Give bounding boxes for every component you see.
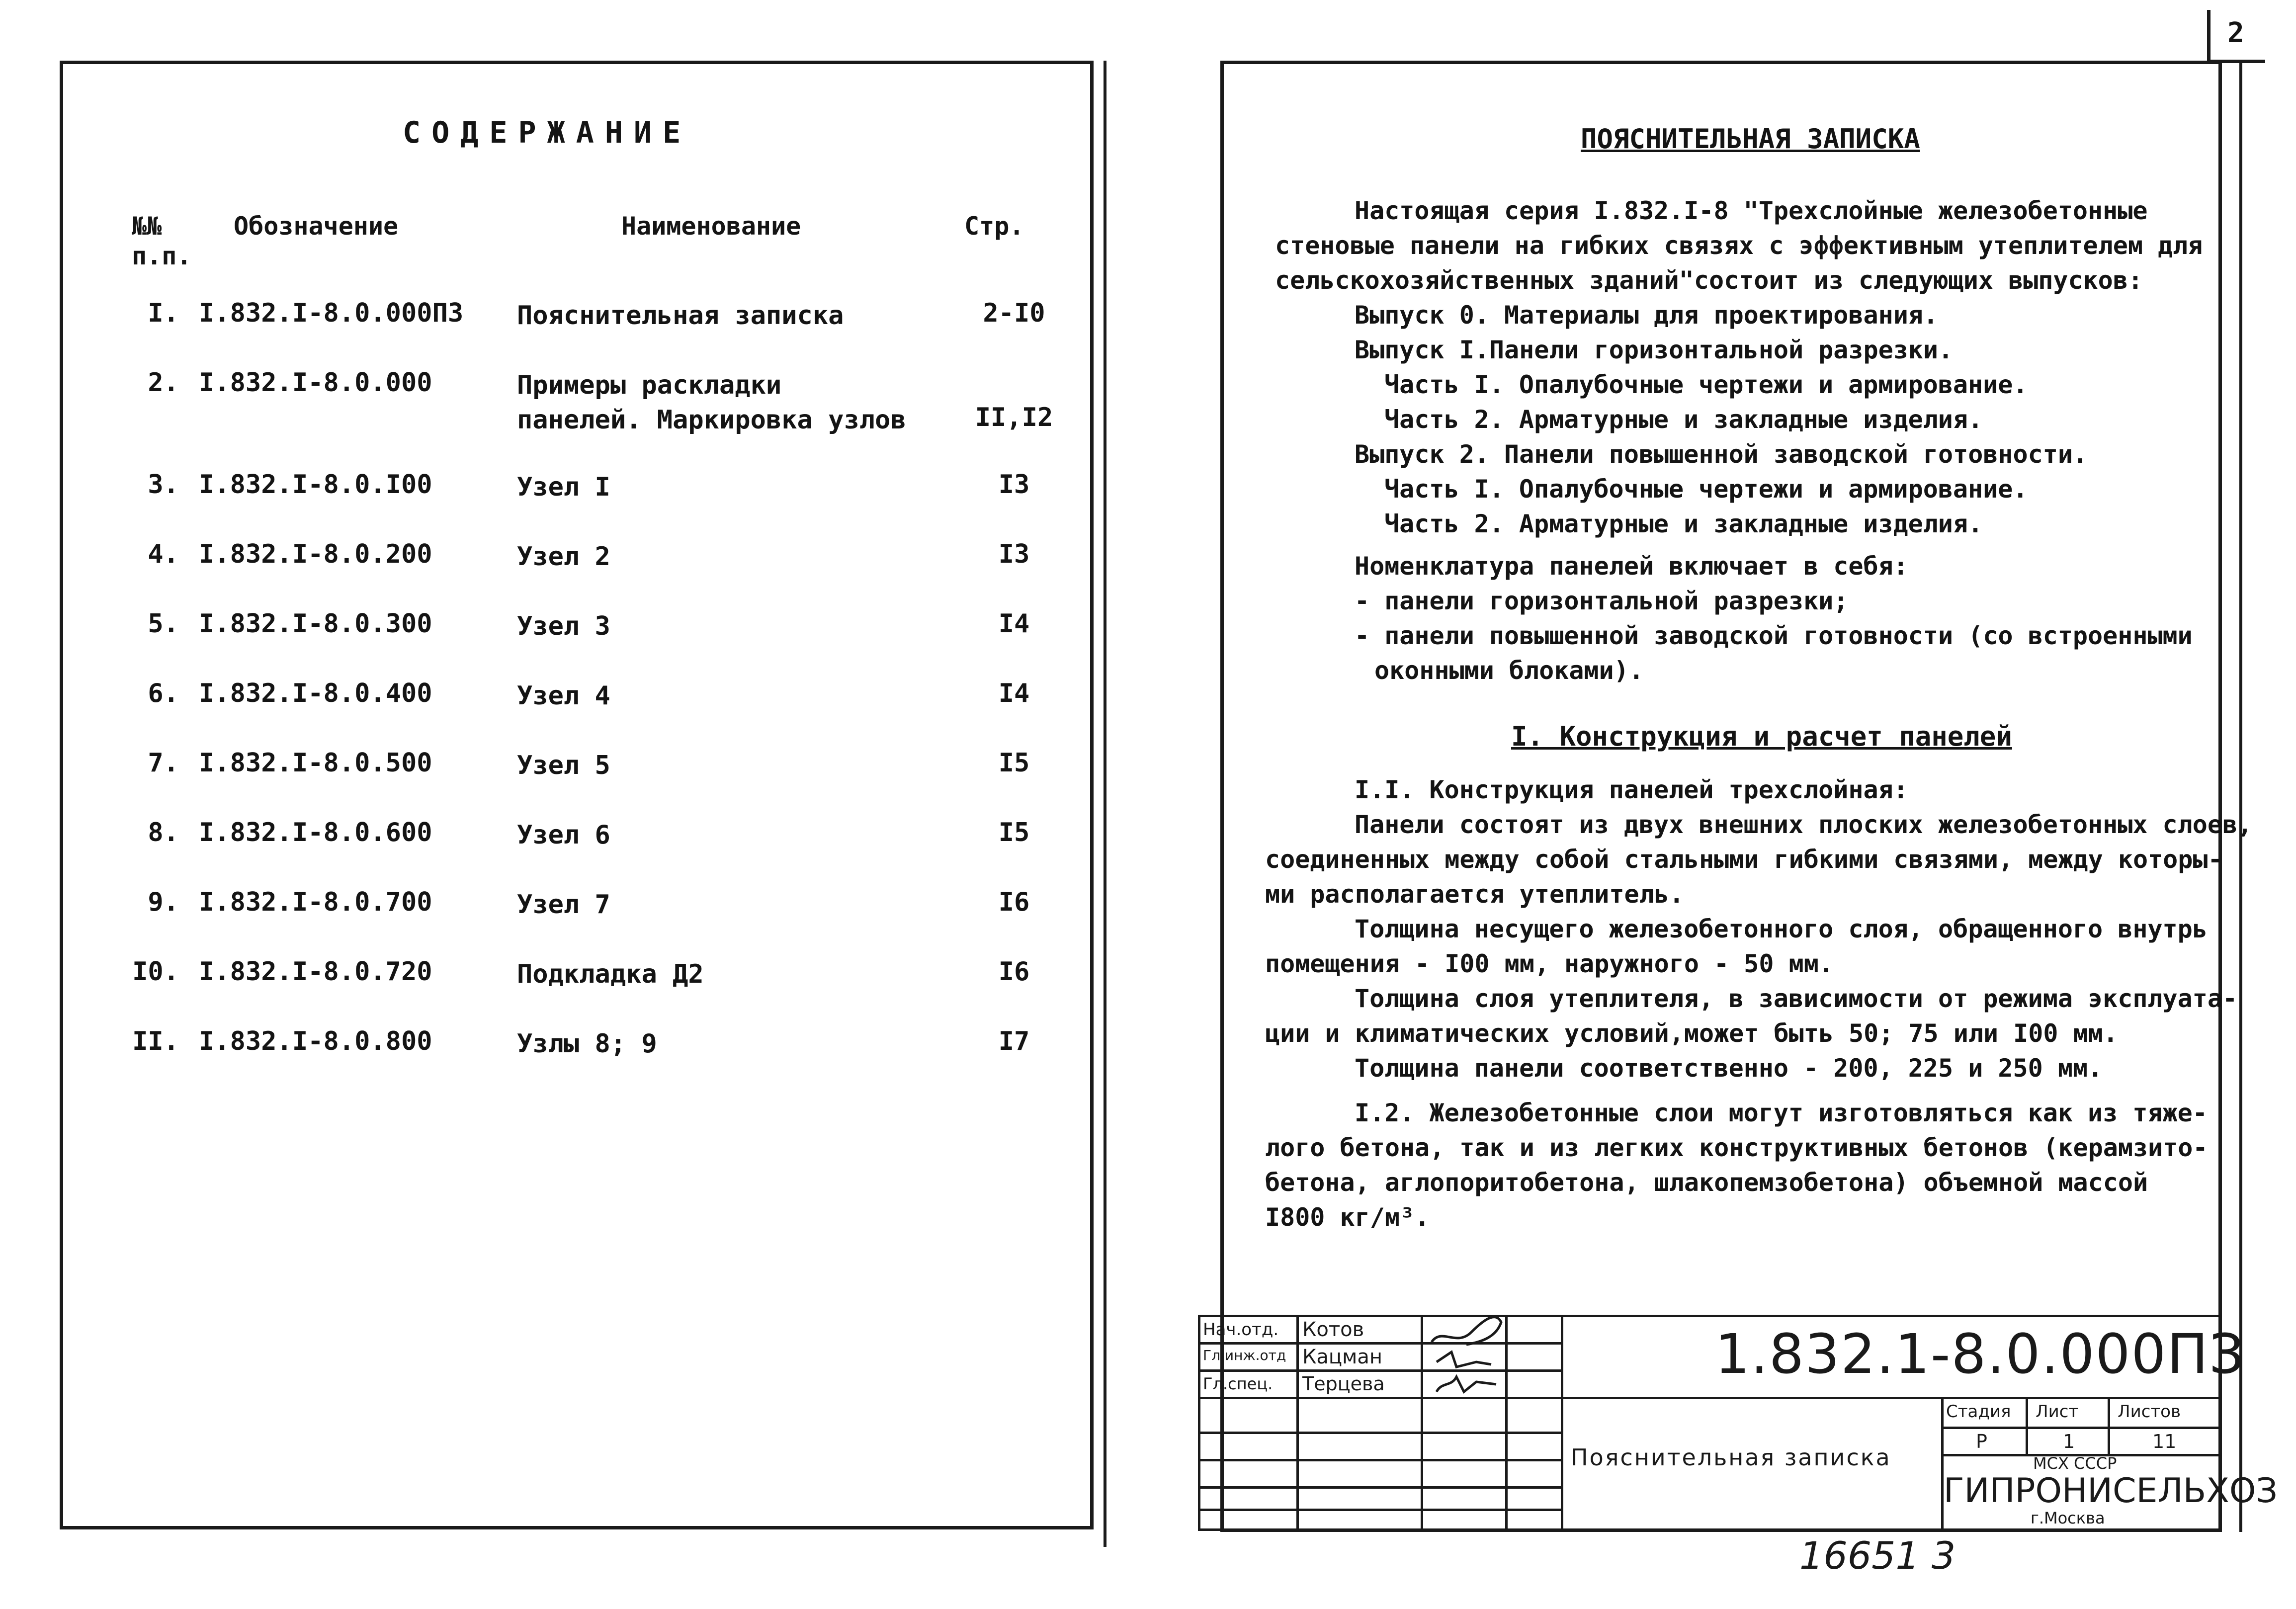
text-line: Выпуск I.Панели горизонтальной разрезки.	[1355, 336, 1954, 364]
row-page: I4	[998, 609, 1030, 639]
document-name: Пояснительная записка	[1571, 1444, 1891, 1471]
text-line: I.2. Железобетонные слои могут изготовляться как из тяже-	[1355, 1099, 2208, 1127]
name-1: Котов	[1302, 1318, 1364, 1341]
header-page: Стр.	[964, 212, 1024, 241]
sheet-value: 1	[2063, 1431, 2075, 1452]
document-code: 1.832.1-8.0.000ПЗ	[1715, 1322, 2245, 1386]
right-edge-line	[2239, 61, 2242, 1532]
row-page: II,I2	[975, 403, 1053, 432]
row-page: I5	[998, 818, 1030, 847]
sheets-value: 11	[2152, 1431, 2177, 1452]
inventory-number: 16651 3	[1799, 1533, 1956, 1578]
row-name: Узлы 8; 9	[517, 1029, 657, 1059]
row-page: I7	[998, 1026, 1030, 1056]
row-page: I5	[998, 748, 1030, 778]
text-line: Толщина несущего железобетонного слоя, обращенного внутрь	[1355, 915, 2208, 943]
row-number: 4.	[148, 539, 179, 569]
table-row	[114, 368, 1059, 435]
name-2: Кацман	[1302, 1346, 1382, 1368]
text-line: - панели горизонтальной разрезки;	[1355, 587, 1849, 615]
row-number: 8.	[148, 818, 179, 847]
row-designation: I.832.I-8.0.720	[199, 957, 432, 987]
sheets-label: Листов	[2118, 1402, 2181, 1422]
row-name: Примеры раскладки панелей. Маркировка узлов	[517, 370, 906, 435]
row-designation: I.832.I-8.0.500	[199, 748, 432, 778]
row-number: 3.	[148, 470, 179, 500]
row-designation: I.832.I-8.0.400	[199, 678, 432, 708]
row-number: 5.	[148, 609, 179, 639]
row-number: II.	[132, 1026, 179, 1056]
table-row	[114, 609, 1059, 669]
text-line: помещения - I00 мм, наружного - 50 мм.	[1265, 949, 1834, 978]
text-line: Выпуск 2. Панели повышенной заводской готовности.	[1355, 440, 2088, 469]
row-page: I3	[998, 470, 1030, 500]
text-line: Выпуск 0. Материалы для проектирования.	[1355, 301, 1938, 330]
text-line: ции и климатических условий,может быть 50; 75 или I00 мм.	[1265, 1019, 2118, 1048]
stage-label: Стадия	[1946, 1402, 2011, 1422]
row-number: I.	[148, 298, 179, 328]
row-number: 7.	[148, 748, 179, 778]
header-designation: Обозначение	[234, 212, 399, 241]
text-line: Панели состоят из двух внешних плоских железобетонных слоев,	[1355, 810, 2253, 839]
row-name: Узел 4	[517, 681, 610, 711]
sheet-label: Лист	[2036, 1402, 2079, 1422]
row-number: 6.	[148, 678, 179, 708]
row-number: I0.	[132, 957, 179, 987]
row-name: Подкладка Д2	[517, 959, 704, 989]
table-row	[114, 470, 1059, 529]
org-city: г.Москва	[2031, 1509, 2105, 1527]
role-2: Гл.инж.отд	[1203, 1347, 1286, 1363]
signatures	[1422, 1302, 1511, 1402]
row-name: Узел 5	[517, 751, 610, 780]
row-designation: I.832.I-8.0.000ПЗ	[199, 298, 464, 328]
text-line: ми располагается утеплитель.	[1265, 880, 1684, 909]
text-line: Толщина слоя утеплителя, в зависимости от режима эксплуата-	[1355, 984, 2238, 1013]
text-line: оконными блоками).	[1374, 656, 1644, 685]
row-number: 9.	[148, 887, 179, 917]
section-title: I. Конструкция и расчет панелей	[1511, 721, 2012, 752]
role-3: Гл.спец.	[1203, 1374, 1273, 1393]
text-line: I800 кг/м³.	[1265, 1203, 1430, 1232]
row-name: Узел 7	[517, 890, 610, 920]
row-name: Узел 2	[517, 542, 610, 572]
text-line: Толщина панели соответственно - 200, 225 и 250 мм.	[1355, 1054, 2103, 1083]
org-ministry: МСХ СССР	[2033, 1454, 2117, 1473]
text-line: Настоящая серия I.832.I-8 "Трехслойные железобетонные	[1355, 196, 2148, 225]
row-page: 2-I0	[983, 298, 1045, 328]
explanatory-note-title: ПОЯСНИТЕЛЬНАЯ ЗАПИСКА	[1581, 123, 1920, 155]
table-row	[114, 298, 1059, 358]
text-line: Часть I. Опалубочные чертежи и армирование.	[1384, 370, 2028, 399]
contents-title: СОДЕРЖАНИЕ	[403, 115, 692, 150]
header-num: №№ п.п.	[132, 212, 192, 270]
row-designation: I.832.I-8.0.200	[199, 539, 432, 569]
table-row	[114, 887, 1059, 947]
table-row	[114, 539, 1059, 599]
row-name: Пояснительная записка	[517, 301, 844, 331]
text-line: Часть 2. Арматурные и закладные изделия.	[1384, 405, 1983, 434]
text-line: Часть I. Опалубочные чертежи и армирование.	[1384, 475, 2028, 504]
row-designation: I.832.I-8.0.800	[199, 1026, 432, 1056]
row-designation: I.832.I-8.0.300	[199, 609, 432, 639]
text-line: стеновые панели на гибких связях с эффективным утеплителем для	[1275, 231, 2203, 260]
row-page: I6	[998, 887, 1030, 917]
left-binding-line	[1104, 61, 1106, 1547]
table-row	[114, 957, 1059, 1016]
table-row	[114, 748, 1059, 808]
row-page: I4	[998, 678, 1030, 708]
org-name: ГИПРОНИСЕЛЬХОЗ	[1944, 1471, 2278, 1511]
page-number-box	[2207, 10, 2265, 63]
text-line: I.I. Конструкция панелей трехслойная:	[1355, 775, 1908, 804]
text-line: Номенклатура панелей включает в себя:	[1355, 552, 1908, 581]
text-line: лого бетона, так и из легких конструктивных бетонов (керамзито-	[1265, 1133, 2208, 1162]
text-line: Часть 2. Арматурные и закладные изделия.	[1384, 509, 1983, 538]
row-designation: I.832.I-8.0.000	[199, 368, 432, 398]
table-row	[114, 1026, 1059, 1086]
text-line: соединенных между собой стальными гибкими связями, между которы-	[1265, 845, 2223, 874]
table-row	[114, 818, 1059, 877]
row-name: Узел I	[517, 472, 610, 502]
row-page: I3	[998, 539, 1030, 569]
row-designation: I.832.I-8.0.700	[199, 887, 432, 917]
table-row	[114, 678, 1059, 738]
row-number: 2.	[148, 368, 179, 398]
page-number: 2	[2227, 17, 2244, 49]
header-name: Наименование	[621, 212, 801, 241]
text-line: бетона, аглопоритобетона, шлакопемзобетона) объемной массой	[1265, 1168, 2148, 1197]
row-name: Узел 6	[517, 820, 610, 850]
role-1: Нач.отд.	[1203, 1320, 1279, 1340]
row-designation: I.832.I-8.0.600	[199, 818, 432, 847]
name-3: Терцева	[1302, 1373, 1385, 1395]
row-name: Узел 3	[517, 611, 610, 641]
text-line: сельскохозяйственных зданий"состоит из следующих выпусков:	[1275, 266, 2143, 295]
row-page: I6	[998, 957, 1030, 987]
stage-value: Р	[1976, 1431, 1987, 1452]
row-designation: I.832.I-8.0.I00	[199, 470, 432, 500]
text-line: - панели повышенной заводской готовности (со встроенными	[1355, 621, 2193, 650]
